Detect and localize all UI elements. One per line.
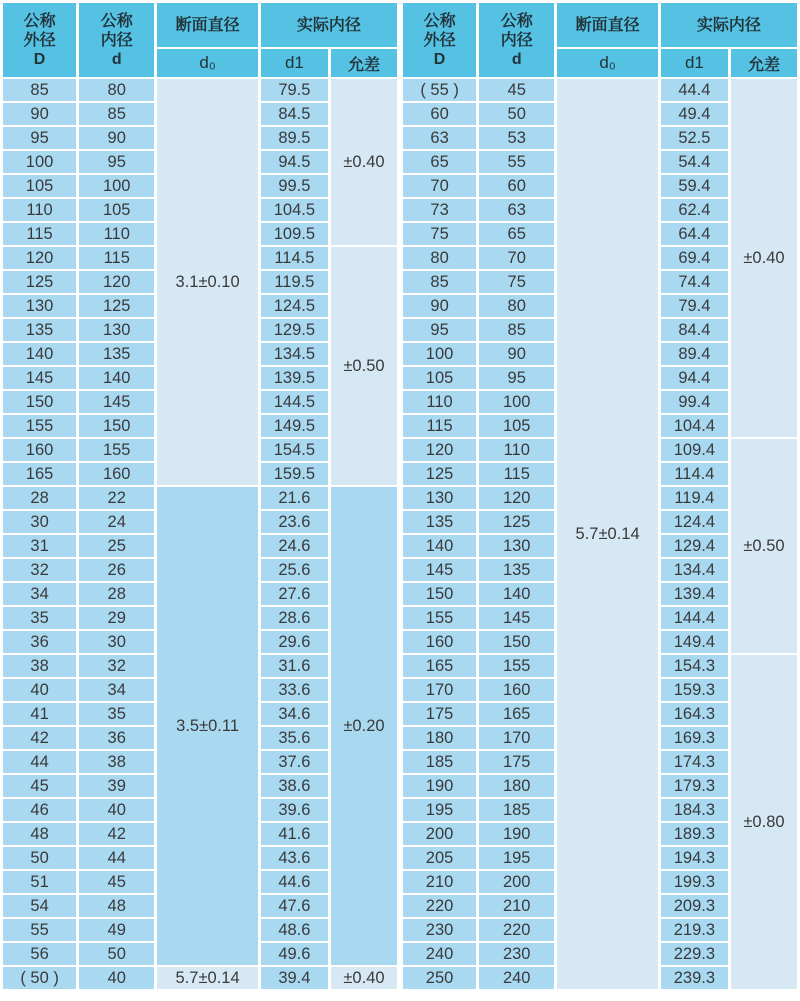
cell-nominal-inner-diameter: 160 — [479, 679, 554, 701]
cell-actual-inner-diameter: 74.4 — [661, 271, 728, 293]
cell-nominal-outer-diameter: 195 — [403, 799, 476, 821]
cell-actual-inner-diameter: 94.5 — [261, 151, 328, 173]
cell-tolerance: ±0.40 — [331, 79, 397, 245]
header-line: 内径 — [500, 31, 533, 49]
cell-nominal-inner-diameter: 120 — [479, 487, 554, 509]
cell-nominal-inner-diameter: 75 — [479, 271, 554, 293]
cell-nominal-outer-diameter: 45 — [3, 775, 76, 797]
cell-nominal-outer-diameter: 210 — [403, 871, 476, 893]
cell-actual-inner-diameter: 23.6 — [261, 511, 328, 533]
cell-nominal-inner-diameter: 160 — [79, 463, 154, 485]
cell-nominal-outer-diameter: 31 — [3, 535, 76, 557]
cell-section-diameter: 3.5±0.11 — [157, 487, 258, 965]
cell-nominal-inner-diameter: 110 — [79, 223, 154, 245]
cell-nominal-inner-diameter: 200 — [479, 871, 554, 893]
cell-nominal-inner-diameter: 100 — [479, 391, 554, 413]
cell-nominal-inner-diameter: 135 — [79, 343, 154, 365]
cell-nominal-inner-diameter: 175 — [479, 751, 554, 773]
cell-nominal-outer-diameter: 150 — [403, 583, 476, 605]
cell-actual-inner-diameter: 39.6 — [261, 799, 328, 821]
header-tolerance: 允差 — [731, 49, 797, 77]
cell-tolerance: ±0.80 — [731, 655, 797, 989]
cell-actual-inner-diameter: 114.5 — [261, 247, 328, 269]
cell-actual-inner-diameter: 189.3 — [661, 823, 728, 845]
header-tolerance: 允差 — [331, 49, 397, 77]
cell-nominal-inner-diameter: 145 — [479, 607, 554, 629]
cell-actual-inner-diameter: 48.6 — [261, 919, 328, 941]
header-nominal-outer-diameter — [3, 3, 76, 77]
cell-nominal-outer-diameter: 65 — [403, 151, 476, 173]
cell-nominal-inner-diameter: 80 — [79, 79, 154, 101]
cell-actual-inner-diameter: 27.6 — [261, 583, 328, 605]
cell-nominal-outer-diameter: 130 — [403, 487, 476, 509]
cell-nominal-outer-diameter: 140 — [403, 535, 476, 557]
cell-nominal-inner-diameter: 39 — [79, 775, 154, 797]
cell-nominal-inner-diameter: 130 — [79, 319, 154, 341]
cell-actual-inner-diameter: 149.5 — [261, 415, 328, 437]
header-nominal-inner-diameter — [79, 3, 154, 77]
cell-nominal-outer-diameter: 34 — [3, 583, 76, 605]
cell-actual-inner-diameter: 62.4 — [661, 199, 728, 221]
cell-actual-inner-diameter: 144.4 — [661, 607, 728, 629]
cell-actual-inner-diameter: 94.4 — [661, 367, 728, 389]
cell-nominal-inner-diameter: 220 — [479, 919, 554, 941]
cell-nominal-outer-diameter: 125 — [403, 463, 476, 485]
header-line: 外径 — [23, 31, 56, 49]
cell-nominal-inner-diameter: 165 — [479, 703, 554, 725]
cell-actual-inner-diameter: 99.4 — [661, 391, 728, 413]
cell-nominal-outer-diameter: 90 — [403, 295, 476, 317]
cell-nominal-outer-diameter: 130 — [3, 295, 76, 317]
cell-nominal-outer-diameter: 90 — [3, 103, 76, 125]
cell-nominal-inner-diameter: 230 — [479, 943, 554, 965]
cell-nominal-inner-diameter: 105 — [479, 415, 554, 437]
cell-nominal-inner-diameter: 50 — [79, 943, 154, 965]
cell-nominal-outer-diameter: 95 — [403, 319, 476, 341]
cell-nominal-outer-diameter: 165 — [3, 463, 76, 485]
cell-nominal-inner-diameter: 40 — [79, 799, 154, 821]
cell-actual-inner-diameter: 154.3 — [661, 655, 728, 677]
cell-nominal-inner-diameter: 28 — [79, 583, 154, 605]
cell-nominal-inner-diameter: 45 — [79, 871, 154, 893]
cell-nominal-inner-diameter: 155 — [479, 655, 554, 677]
cell-nominal-outer-diameter: 35 — [3, 607, 76, 629]
cell-nominal-outer-diameter: 175 — [403, 703, 476, 725]
cell-nominal-inner-diameter: 140 — [79, 367, 154, 389]
cell-actual-inner-diameter: 84.5 — [261, 103, 328, 125]
cell-actual-inner-diameter: 104.4 — [661, 415, 728, 437]
cell-nominal-outer-diameter: 165 — [403, 655, 476, 677]
cell-nominal-outer-diameter: 135 — [3, 319, 76, 341]
cell-nominal-outer-diameter: 125 — [3, 271, 76, 293]
cell-nominal-inner-diameter: 100 — [79, 175, 154, 197]
cell-actual-inner-diameter: 38.6 — [261, 775, 328, 797]
cell-nominal-inner-diameter: 35 — [79, 703, 154, 725]
table-row — [403, 79, 797, 101]
cell-nominal-outer-diameter: 160 — [403, 631, 476, 653]
cell-nominal-inner-diameter: 55 — [479, 151, 554, 173]
cell-nominal-outer-diameter: 54 — [3, 895, 76, 917]
cell-nominal-inner-diameter: 48 — [79, 895, 154, 917]
cell-nominal-outer-diameter: 110 — [3, 199, 76, 221]
spec-table-left — [0, 1, 400, 991]
cell-actual-inner-diameter: 52.5 — [661, 127, 728, 149]
header-d0: d₀ — [157, 49, 258, 77]
cell-nominal-inner-diameter: 240 — [479, 967, 554, 989]
cell-nominal-inner-diameter: 185 — [479, 799, 554, 821]
cell-actual-inner-diameter: 89.5 — [261, 127, 328, 149]
cell-nominal-outer-diameter: 240 — [403, 943, 476, 965]
cell-nominal-outer-diameter: 105 — [3, 175, 76, 197]
cell-actual-inner-diameter: 44.4 — [661, 79, 728, 101]
cell-nominal-outer-diameter: 44 — [3, 751, 76, 773]
cell-actual-inner-diameter: 54.4 — [661, 151, 728, 173]
cell-actual-inner-diameter: 24.6 — [261, 535, 328, 557]
header-nominal-outer-diameter — [403, 3, 476, 77]
cell-actual-inner-diameter: 44.6 — [261, 871, 328, 893]
cell-nominal-outer-diameter: 200 — [403, 823, 476, 845]
cell-nominal-outer-diameter: 73 — [403, 199, 476, 221]
cell-actual-inner-diameter: 89.4 — [661, 343, 728, 365]
cell-nominal-outer-diameter: 150 — [3, 391, 76, 413]
cell-tolerance: ±0.40 — [331, 967, 397, 989]
cell-actual-inner-diameter: 114.4 — [661, 463, 728, 485]
cell-actual-inner-diameter: 109.4 — [661, 439, 728, 461]
cell-nominal-outer-diameter: 155 — [3, 415, 76, 437]
cell-section-diameter: 5.7±0.14 — [557, 79, 658, 989]
cell-nominal-inner-diameter: 90 — [479, 343, 554, 365]
cell-nominal-inner-diameter: 80 — [479, 295, 554, 317]
cell-nominal-inner-diameter: 45 — [479, 79, 554, 101]
cell-nominal-outer-diameter: ( 55 ) — [403, 79, 476, 101]
cell-nominal-inner-diameter: 130 — [479, 535, 554, 557]
cell-nominal-outer-diameter: 80 — [403, 247, 476, 269]
cell-nominal-outer-diameter: 205 — [403, 847, 476, 869]
header-line: 公称 — [500, 12, 533, 30]
cell-actual-inner-diameter: 129.4 — [661, 535, 728, 557]
header-line: D — [433, 50, 446, 68]
cell-nominal-inner-diameter: 36 — [79, 727, 154, 749]
cell-actual-inner-diameter: 47.6 — [261, 895, 328, 917]
cell-nominal-inner-diameter: 24 — [79, 511, 154, 533]
cell-actual-inner-diameter: 199.3 — [661, 871, 728, 893]
header-line: 内径 — [100, 31, 133, 49]
cell-actual-inner-diameter: 144.5 — [261, 391, 328, 413]
cell-nominal-inner-diameter: 53 — [479, 127, 554, 149]
cell-actual-inner-diameter: 149.4 — [661, 631, 728, 653]
cell-nominal-outer-diameter: 250 — [403, 967, 476, 989]
cell-nominal-outer-diameter: 170 — [403, 679, 476, 701]
cell-nominal-inner-diameter: 115 — [79, 247, 154, 269]
cell-nominal-inner-diameter: 195 — [479, 847, 554, 869]
cell-nominal-inner-diameter: 95 — [79, 151, 154, 173]
cell-nominal-inner-diameter: 115 — [479, 463, 554, 485]
cell-nominal-inner-diameter: 125 — [479, 511, 554, 533]
cell-nominal-inner-diameter: 85 — [79, 103, 154, 125]
cell-nominal-outer-diameter: 70 — [403, 175, 476, 197]
cell-nominal-outer-diameter: 46 — [3, 799, 76, 821]
cell-nominal-outer-diameter: 50 — [3, 847, 76, 869]
cell-actual-inner-diameter: 37.6 — [261, 751, 328, 773]
cell-nominal-inner-diameter: 34 — [79, 679, 154, 701]
cell-actual-inner-diameter: 39.4 — [261, 967, 328, 989]
cell-actual-inner-diameter: 43.6 — [261, 847, 328, 869]
header-section-diameter: 断面直径 — [557, 3, 658, 47]
cell-nominal-outer-diameter: 180 — [403, 727, 476, 749]
cell-nominal-inner-diameter: 110 — [479, 439, 554, 461]
cell-actual-inner-diameter: 84.4 — [661, 319, 728, 341]
cell-actual-inner-diameter: 49.6 — [261, 943, 328, 965]
header-d0: d₀ — [557, 49, 658, 77]
cell-actual-inner-diameter: 69.4 — [661, 247, 728, 269]
cell-actual-inner-diameter: 41.6 — [261, 823, 328, 845]
cell-nominal-outer-diameter: 60 — [403, 103, 476, 125]
cell-actual-inner-diameter: 169.3 — [661, 727, 728, 749]
cell-section-diameter: 3.1±0.10 — [157, 79, 258, 485]
cell-tolerance: ±0.20 — [331, 487, 397, 965]
cell-nominal-outer-diameter: 51 — [3, 871, 76, 893]
cell-actual-inner-diameter: 79.5 — [261, 79, 328, 101]
cell-actual-inner-diameter: 21.6 — [261, 487, 328, 509]
cell-nominal-inner-diameter: 210 — [479, 895, 554, 917]
cell-nominal-inner-diameter: 90 — [79, 127, 154, 149]
cell-actual-inner-diameter: 28.6 — [261, 607, 328, 629]
cell-actual-inner-diameter: 194.3 — [661, 847, 728, 869]
cell-actual-inner-diameter: 139.4 — [661, 583, 728, 605]
cell-nominal-outer-diameter: 85 — [403, 271, 476, 293]
cell-actual-inner-diameter: 79.4 — [661, 295, 728, 317]
cell-nominal-inner-diameter: 22 — [79, 487, 154, 509]
cell-nominal-outer-diameter: 56 — [3, 943, 76, 965]
cell-actual-inner-diameter: 154.5 — [261, 439, 328, 461]
cell-actual-inner-diameter: 31.6 — [261, 655, 328, 677]
cell-nominal-inner-diameter: 85 — [479, 319, 554, 341]
cell-nominal-inner-diameter: 25 — [79, 535, 154, 557]
cell-actual-inner-diameter: 64.4 — [661, 223, 728, 245]
cell-nominal-outer-diameter: 230 — [403, 919, 476, 941]
cell-actual-inner-diameter: 124.4 — [661, 511, 728, 533]
cell-nominal-outer-diameter: 36 — [3, 631, 76, 653]
cell-nominal-outer-diameter: ( 50 ) — [3, 967, 76, 989]
cell-nominal-outer-diameter: 135 — [403, 511, 476, 533]
cell-nominal-outer-diameter: 48 — [3, 823, 76, 845]
header-line: d — [111, 50, 122, 68]
cell-nominal-inner-diameter: 150 — [479, 631, 554, 653]
cell-actual-inner-diameter: 35.6 — [261, 727, 328, 749]
cell-actual-inner-diameter: 59.4 — [661, 175, 728, 197]
table-row — [3, 487, 397, 509]
cell-actual-inner-diameter: 34.6 — [261, 703, 328, 725]
cell-nominal-outer-diameter: 55 — [3, 919, 76, 941]
cell-nominal-outer-diameter: 100 — [3, 151, 76, 173]
cell-nominal-inner-diameter: 95 — [479, 367, 554, 389]
header-line: 外径 — [423, 31, 456, 49]
cell-nominal-inner-diameter: 140 — [479, 583, 554, 605]
cell-nominal-outer-diameter: 115 — [3, 223, 76, 245]
cell-nominal-inner-diameter: 29 — [79, 607, 154, 629]
cell-actual-inner-diameter: 209.3 — [661, 895, 728, 917]
cell-actual-inner-diameter: 179.3 — [661, 775, 728, 797]
cell-nominal-inner-diameter: 44 — [79, 847, 154, 869]
cell-nominal-outer-diameter: 120 — [403, 439, 476, 461]
cell-nominal-outer-diameter: 95 — [3, 127, 76, 149]
cell-nominal-outer-diameter: 100 — [403, 343, 476, 365]
cell-actual-inner-diameter: 119.4 — [661, 487, 728, 509]
cell-nominal-inner-diameter: 63 — [479, 199, 554, 221]
header-actual-inner-diameter: 实际内径 — [261, 3, 397, 47]
table-row — [3, 79, 397, 101]
header-section-diameter: 断面直径 — [157, 3, 258, 47]
cell-nominal-inner-diameter: 105 — [79, 199, 154, 221]
cell-actual-inner-diameter: 124.5 — [261, 295, 328, 317]
cell-actual-inner-diameter: 159.5 — [261, 463, 328, 485]
cell-nominal-inner-diameter: 120 — [79, 271, 154, 293]
cell-nominal-inner-diameter: 26 — [79, 559, 154, 581]
cell-actual-inner-diameter: 139.5 — [261, 367, 328, 389]
cell-nominal-outer-diameter: 115 — [403, 415, 476, 437]
cell-nominal-inner-diameter: 32 — [79, 655, 154, 677]
header-d1: d1 — [661, 49, 728, 77]
cell-nominal-inner-diameter: 70 — [479, 247, 554, 269]
cell-actual-inner-diameter: 164.3 — [661, 703, 728, 725]
cell-nominal-inner-diameter: 49 — [79, 919, 154, 941]
table-right-half — [400, 1, 800, 991]
cell-nominal-outer-diameter: 75 — [403, 223, 476, 245]
cell-nominal-outer-diameter: 63 — [403, 127, 476, 149]
cell-actual-inner-diameter: 229.3 — [661, 943, 728, 965]
cell-nominal-inner-diameter: 38 — [79, 751, 154, 773]
cell-actual-inner-diameter: 104.5 — [261, 199, 328, 221]
cell-nominal-outer-diameter: 30 — [3, 511, 76, 533]
cell-actual-inner-diameter: 29.6 — [261, 631, 328, 653]
cell-nominal-outer-diameter: 105 — [403, 367, 476, 389]
cell-nominal-inner-diameter: 155 — [79, 439, 154, 461]
cell-actual-inner-diameter: 134.5 — [261, 343, 328, 365]
cell-actual-inner-diameter: 99.5 — [261, 175, 328, 197]
cell-tolerance: ±0.50 — [731, 439, 797, 653]
cell-actual-inner-diameter: 109.5 — [261, 223, 328, 245]
cell-actual-inner-diameter: 184.3 — [661, 799, 728, 821]
cell-nominal-inner-diameter: 30 — [79, 631, 154, 653]
cell-nominal-outer-diameter: 160 — [3, 439, 76, 461]
cell-nominal-outer-diameter: 190 — [403, 775, 476, 797]
cell-nominal-inner-diameter: 180 — [479, 775, 554, 797]
cell-nominal-outer-diameter: 155 — [403, 607, 476, 629]
cell-actual-inner-diameter: 134.4 — [661, 559, 728, 581]
header-line: d — [511, 50, 522, 68]
cell-actual-inner-diameter: 129.5 — [261, 319, 328, 341]
spec-table-right — [400, 1, 800, 991]
header-d1: d1 — [261, 49, 328, 77]
cell-nominal-inner-diameter: 145 — [79, 391, 154, 413]
cell-nominal-outer-diameter: 145 — [3, 367, 76, 389]
cell-nominal-inner-diameter: 125 — [79, 295, 154, 317]
cell-nominal-inner-diameter: 190 — [479, 823, 554, 845]
header-line: 公称 — [100, 12, 133, 30]
header-line: 公称 — [23, 12, 56, 30]
cell-actual-inner-diameter: 239.3 — [661, 967, 728, 989]
cell-nominal-inner-diameter: 50 — [479, 103, 554, 125]
cell-nominal-outer-diameter: 140 — [3, 343, 76, 365]
cell-actual-inner-diameter: 25.6 — [261, 559, 328, 581]
cell-nominal-outer-diameter: 28 — [3, 487, 76, 509]
cell-nominal-outer-diameter: 110 — [403, 391, 476, 413]
cell-nominal-outer-diameter: 38 — [3, 655, 76, 677]
cell-actual-inner-diameter: 49.4 — [661, 103, 728, 125]
cell-actual-inner-diameter: 159.3 — [661, 679, 728, 701]
cell-nominal-outer-diameter: 41 — [3, 703, 76, 725]
cell-nominal-outer-diameter: 40 — [3, 679, 76, 701]
cell-nominal-outer-diameter: 185 — [403, 751, 476, 773]
cell-nominal-inner-diameter: 60 — [479, 175, 554, 197]
cell-nominal-inner-diameter: 135 — [479, 559, 554, 581]
cell-nominal-outer-diameter: 32 — [3, 559, 76, 581]
cell-nominal-inner-diameter: 40 — [79, 967, 154, 989]
header-nominal-inner-diameter — [479, 3, 554, 77]
header-actual-inner-diameter: 实际内径 — [661, 3, 797, 47]
header-line: 公称 — [423, 12, 456, 30]
cell-actual-inner-diameter: 219.3 — [661, 919, 728, 941]
cell-nominal-outer-diameter: 42 — [3, 727, 76, 749]
cell-nominal-inner-diameter: 65 — [479, 223, 554, 245]
cell-section-diameter: 5.7±0.14 — [157, 967, 258, 989]
cell-tolerance: ±0.50 — [331, 247, 397, 485]
cell-nominal-inner-diameter: 150 — [79, 415, 154, 437]
table-left-half — [0, 1, 400, 991]
cell-tolerance: ±0.40 — [731, 79, 797, 437]
cell-nominal-outer-diameter: 145 — [403, 559, 476, 581]
cell-nominal-outer-diameter: 120 — [3, 247, 76, 269]
cell-nominal-inner-diameter: 170 — [479, 727, 554, 749]
cell-nominal-outer-diameter: 220 — [403, 895, 476, 917]
cell-actual-inner-diameter: 174.3 — [661, 751, 728, 773]
cell-actual-inner-diameter: 33.6 — [261, 679, 328, 701]
cell-actual-inner-diameter: 119.5 — [261, 271, 328, 293]
header-line: D — [33, 50, 46, 68]
cell-nominal-outer-diameter: 85 — [3, 79, 76, 101]
cell-nominal-inner-diameter: 42 — [79, 823, 154, 845]
table-row — [3, 967, 397, 989]
